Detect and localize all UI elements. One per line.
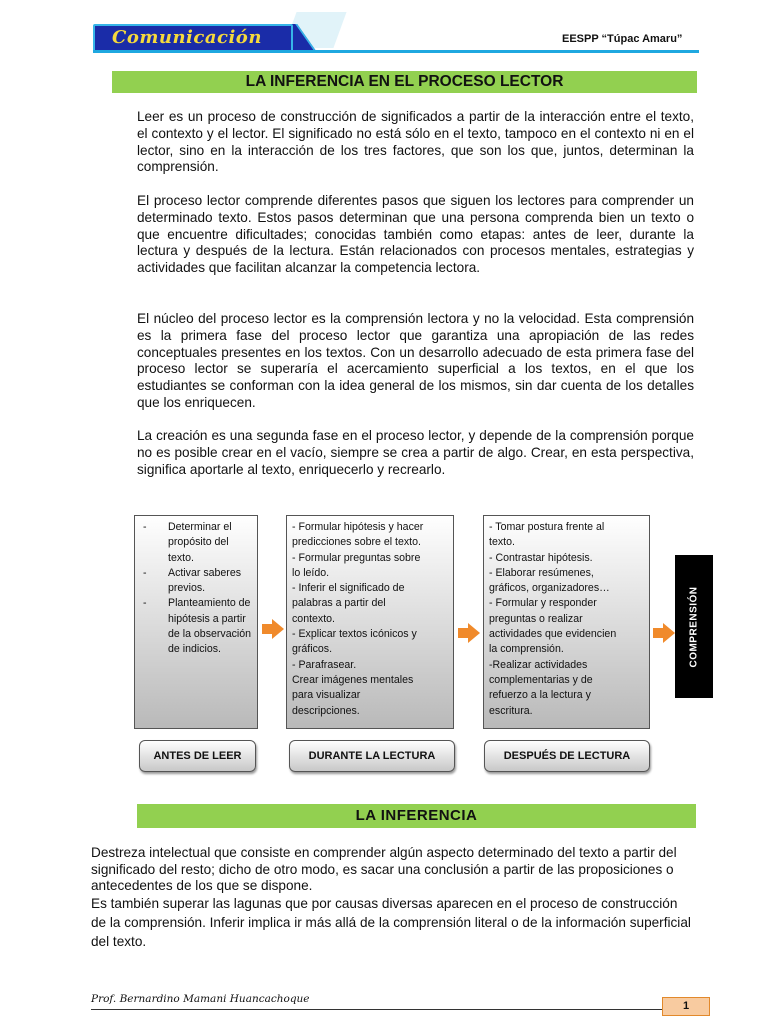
- paragraph-4: La creación es una segunda fase en el proceso lector, y depende de la comprensión porque no es posible crear en el vacío, siempre se crea a partir de algo. Crear, en esta perspectiva, significa aportarle al texto, enriquecerlo y recrearlo.: [137, 428, 694, 477]
- list-line: - Elaborar resúmenes,: [489, 566, 594, 579]
- list-line: contexto.: [292, 612, 335, 625]
- comprension-block: [675, 555, 713, 698]
- list-line: - Inferir el significado de: [292, 582, 405, 595]
- list-line: - Tomar postura frente al: [489, 521, 605, 533]
- list-line: descripciones.: [292, 704, 360, 717]
- comprension-label: COMPRENSIÓN: [688, 585, 700, 668]
- list-line: - Formular hipótesis y hacer: [292, 521, 424, 533]
- arrow-right-icon: [653, 623, 675, 643]
- list-line: refuerzo a la lectura y: [489, 689, 591, 702]
- header-rule: [93, 50, 699, 53]
- list-line: lo leído.: [292, 566, 330, 579]
- box-antes-de-leer: [134, 515, 258, 729]
- box-durante-la-lectura: [286, 515, 454, 729]
- list-line: escritura.: [489, 704, 533, 717]
- inferencia-paragraph-1: Destreza intelectual que consiste en comprender algún aspecto determinado del texto a partir del significado del resto; dicho de otro modo, es sacar una conclusión a partir de las proposiciones o antecedentes de los que se dispone.: [91, 845, 677, 893]
- paragraph-3: El núcleo del proceso lector es la comprensión lectora y no la velocidad. Esta comprensión es la primera fase del proceso lector que garantiza una apropiación de las redes conceptuales presentes en los textos. Con un desarrollo adecuado de esta primera fase del proceso lector se superaría el acercamiento superficial a los textos, en el que los estudiantes se conforman con la idea general de los mismos, sin dar cuenta de los detalles que los enriquecen.: [137, 311, 694, 410]
- phase-label-antes: ANTES DE LEER: [139, 740, 256, 772]
- list-item: - Determinar el propósito del texto.: [143, 521, 232, 564]
- arrow-right-icon: [458, 623, 480, 643]
- list-item: - Activar saberes previos.: [143, 566, 242, 595]
- institution-name: EESPP “Túpac Amaru”: [562, 33, 683, 45]
- inferencia-paragraph-2: Es también superar las lagunas que por causas diversas aparecen en el proceso de construcción de la comprensión. Inferir implica ir más allá de la comprensión literal o de la información superficial del texto.: [91, 896, 691, 949]
- list-line: preguntas o realizar: [489, 612, 583, 625]
- paragraph-2: El proceso lector comprende diferentes pasos que siguen los lectores para comprender un determinado texto. Estos pasos determinan que una persona comprenda bien un texto o que encuentre dificultades; conocidas también como etapas: antes de leer, durante la lectura y después de la lectura. Están relacionados con procesos mentales, estrategias y actividades que facilitan alcanzar la competencia lectora.: [137, 193, 694, 276]
- list-line: Crear imágenes mentales: [292, 673, 414, 686]
- list-line: - Formular y responder: [489, 597, 597, 610]
- list-line: para visualizar: [292, 689, 361, 702]
- list-line: la comprensión.: [489, 643, 564, 656]
- list-item: - Planteamiento de hipótesis a partir de la observación de indicios.: [143, 597, 252, 656]
- section-title-inferencia: LA INFERENCIA: [137, 804, 696, 828]
- list-line: texto.: [489, 536, 515, 549]
- list-line: predicciones sobre el texto.: [292, 536, 421, 549]
- list-line: - Formular preguntas sobre: [292, 551, 421, 564]
- phase-label-durante: DURANTE LA LECTURA: [289, 740, 455, 772]
- section-title-proceso-lector: LA INFERENCIA EN EL PROCESO LECTOR: [112, 71, 697, 93]
- subject-title: Comunicación: [112, 27, 262, 48]
- list-line: actividades que evidencien: [489, 628, 617, 641]
- list-line: - Parafrasear.: [292, 658, 357, 671]
- list-line: - Explicar textos icónicos y: [292, 628, 417, 641]
- list-line: -Realizar actividades: [489, 658, 588, 671]
- arrow-right-icon: [262, 619, 284, 639]
- box-despues-de-lectura: [483, 515, 650, 729]
- list-line: - Contrastar hipótesis.: [489, 551, 593, 564]
- phase-label-despues: DESPUÉS DE LECTURA: [484, 740, 650, 772]
- footer-author: Prof. Bernardino Mamani Huancachoque: [91, 993, 310, 1005]
- list-line: gráficos, organizadores…: [489, 582, 610, 595]
- footer-rule: [91, 1009, 691, 1010]
- list-line: complementarias y de: [489, 673, 593, 686]
- list-line: palabras a partir del: [292, 597, 386, 610]
- paragraph-1: Leer es un proceso de construcción de significados a partir de la interacción entre el texto, el contexto y el lector. El significado no está sólo en el texto, tampoco en el contexto ni en el lector, sino en la interacción de los tres factores, que son los que, juntos, determinan la comprensión.: [137, 109, 694, 175]
- page-number: 1: [662, 997, 710, 1016]
- list-line: gráficos.: [292, 643, 333, 656]
